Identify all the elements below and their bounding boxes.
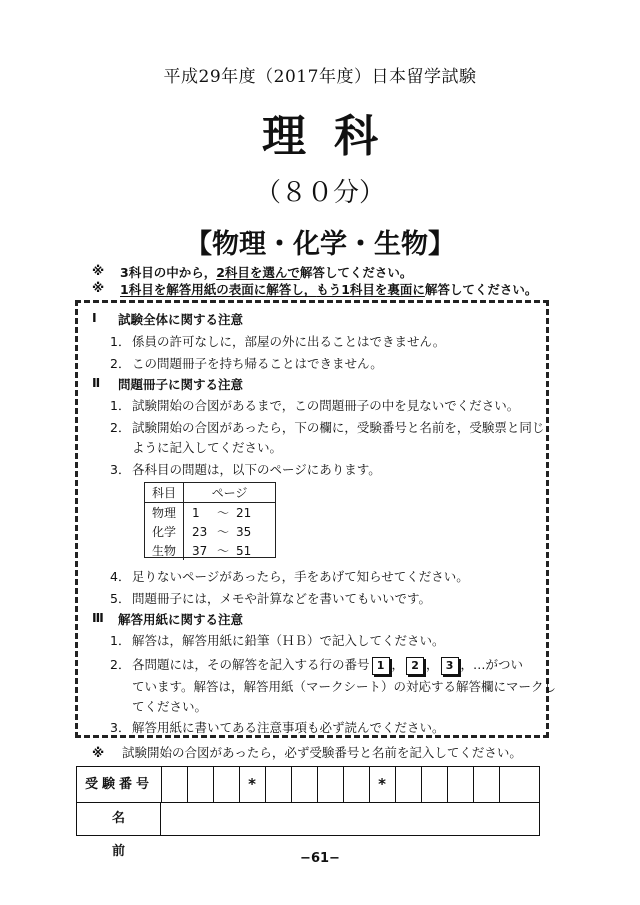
exam-title: 平成29年度（2017年度）日本留学試験 xyxy=(163,67,477,87)
subjects-heading: 【物理・化学・生物】 xyxy=(185,229,455,260)
note-text: 1科目を解答用紙の表面に解答し，もう1科目を裏面に解答してください。 xyxy=(120,282,538,297)
exam-number-cell[interactable] xyxy=(473,767,500,802)
section-3-item-1: 1． 解答は，解答用紙に鉛筆（ＨＢ）で記入してください。 xyxy=(110,633,445,648)
exam-number-row xyxy=(77,767,539,803)
exam-number-cell[interactable] xyxy=(499,767,538,802)
name-field[interactable] xyxy=(161,802,538,835)
note-text: 3科目の中から，2科目を選んで解答してください。 xyxy=(120,265,413,280)
final-note: ※ 試験開始の合図があったら，必ず受験番号と名前を記入してください。 xyxy=(92,745,522,760)
page-table-header-pages: ページ xyxy=(184,483,276,503)
exam-number-cell[interactable] xyxy=(343,767,370,802)
exam-number-label: 受験番号 xyxy=(77,767,162,802)
section-3-item-2-cont1: ています。解答は，解答用紙（マークシート）の対応する解答欄にマークし xyxy=(132,679,557,694)
exam-number-cell[interactable] xyxy=(213,767,240,802)
name-label: 名前 xyxy=(77,802,161,835)
exam-number-cell[interactable] xyxy=(421,767,448,802)
page-table xyxy=(144,482,276,558)
section-2-item-1: 1． 試験開始の合図があるまで，この問題冊子の中を見ないでください。 xyxy=(110,398,520,413)
section-2-item-4: 4． 足りないページがあったら，手をあげて知らせてください。 xyxy=(110,569,469,584)
section-2-item-2: 2． 試験開始の合図があったら，下の欄に，受験番号と名前を，受験票と同じ xyxy=(110,420,545,435)
exam-number-cell[interactable] xyxy=(317,767,344,802)
exam-number-cell[interactable] xyxy=(161,767,188,802)
exam-number-cell[interactable] xyxy=(291,767,318,802)
exam-number-asterisk: * xyxy=(239,767,266,802)
answer-row-box-1: 1 xyxy=(372,657,390,675)
section-3-item-3: 3． 解答用紙に書いてある注意事項も必ず読んでください。 xyxy=(110,720,445,735)
table-row: 化学 23 ～ 35 xyxy=(145,522,275,541)
section-2-item-2-cont: ように記入してください。 xyxy=(132,440,283,455)
section-3-item-2: 2． 各問題には，その解答を記入する行の番号 1 ， 2 ， 3 ，…がつい xyxy=(110,655,523,675)
section-1-item-2: 2． この問題冊子を持ち帰ることはできません。 xyxy=(110,356,383,371)
note-mark: ※ xyxy=(92,263,105,278)
note-mark: ※ xyxy=(92,280,105,295)
subject-title: 理科 xyxy=(262,111,406,162)
section-3-item-2-cont2: てください。 xyxy=(132,699,208,714)
duration: （８０分） xyxy=(254,178,385,208)
section-1-item-1: 1． 係員の許可なしに，部屋の外に出ることはできません。 xyxy=(110,334,446,349)
page-number: −61− xyxy=(300,851,340,866)
answer-row-box-2: 2 xyxy=(406,657,424,675)
exam-number-cell[interactable] xyxy=(265,767,292,802)
section-2-item-5: 5． 問題冊子には，メモや計算などを書いてもいいです。 xyxy=(110,591,432,606)
exam-number-asterisk: * xyxy=(369,767,396,802)
section-2-item-3: 3． 各科目の問題は，以下のページにあります。 xyxy=(110,462,381,477)
exam-number-cell[interactable] xyxy=(395,767,422,802)
exam-number-cell[interactable] xyxy=(447,767,474,802)
exam-number-cell[interactable] xyxy=(187,767,214,802)
table-row: 生物 37 ～ 51 xyxy=(145,541,275,560)
page-table-header-subject: 科目 xyxy=(145,483,184,503)
table-row: 物理 1 ～ 21 xyxy=(145,503,275,523)
answer-row-box-3: 3 xyxy=(441,657,459,675)
